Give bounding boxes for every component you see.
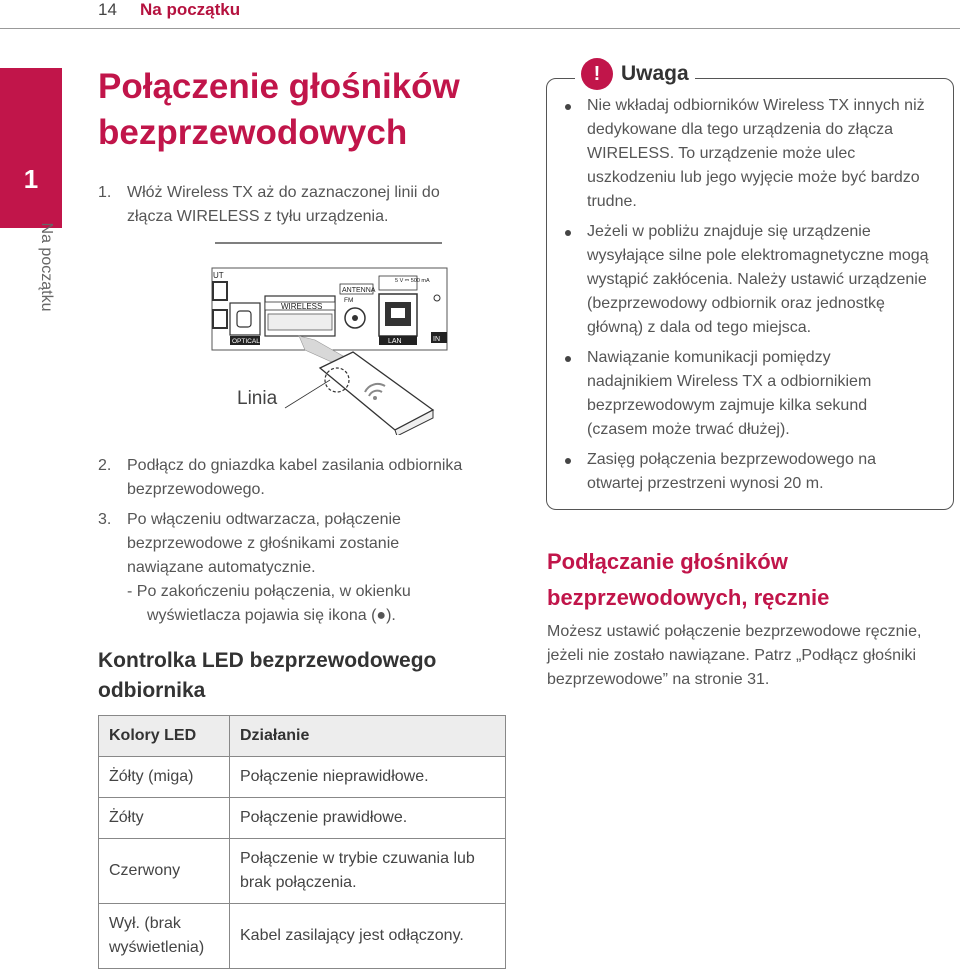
page-title: Połączenie głośników bezprzewodowych (98, 67, 460, 152)
section-title: Na początku (140, 0, 241, 19)
table-cell: Kabel zasilający jest odłączony. (230, 904, 506, 969)
table-cell: Połączenie prawidłowe. (230, 798, 506, 839)
diagram-label-out: UT (213, 271, 224, 280)
step-1-number: 1. (98, 184, 112, 201)
manual-connection-text: Możesz ustawić połączenie bezprzewodowe ręcznie, jeżeli nie zostało nawiązane. Patrz „Podłącz głośniki bezprzewodowe” na stronie 31. (547, 623, 922, 688)
table-cell: Żółty (99, 798, 230, 839)
note-item: Nawiązanie komunikacji pomiędzy nadajnikiem Wireless TX a odbiornikiem bezprzewodowym zajmuje kilka sekund (czasem może trwać dłużej). (587, 349, 872, 438)
diagram-label-antenna: ANTENNA (342, 287, 376, 294)
note-item: Nie wkładaj odbiorników Wireless TX innych niż dedykowane dla tego urządzenia do złącza WIRELESS. To urządzenie może ulec uszkodzeniu lub jego wyjęcie może być bardzo trudne. (587, 97, 925, 210)
chapter-side-label-text: Na początku (38, 222, 55, 312)
exclamation-icon: ! (581, 58, 613, 90)
manual-connection-heading: Podłączanie głośników bezprzewodowych, ręcznie (547, 549, 830, 610)
diagram-label-usb: 5 V ⎓ 500 mA (395, 278, 430, 284)
note-item: Jeżeli w pobliżu znajduje się urządzenie wysyłające silne pole elektromagnetyczne mogą wystąpić zakłócenia. Należy ustawić urządzenie (bezprzewodowy odbiornik oraz jednostkę główną) z dala od tego miejsca. (587, 223, 929, 336)
step-3-dash-note: - Po zakończeniu połączenia, w okienku wyświetlacza pojawia się ikona (●). (127, 583, 411, 624)
step-1-text: Włóż Wireless TX aż do zaznaczonej linii do złącza WIRELESS z tyłu urządzenia. (127, 184, 440, 225)
page-header (0, 0, 960, 28)
diagram-label-optical: OPTICAL IN (232, 338, 268, 345)
step-3-text: Po włączeniu odtwarzacza, połączenie bezprzewodowe z głośnikami zostanie nawiązane automatycznie. (127, 511, 401, 576)
table-cell: Czerwony (99, 839, 230, 904)
step-2-text: Podłącz do gniazdka kabel zasilania odbiornika bezprzewodowego. (127, 457, 463, 498)
table-header-row (99, 716, 506, 757)
diagram-label-in: IN (433, 336, 440, 343)
led-status-table (98, 715, 506, 969)
table-row (99, 798, 506, 839)
page-number: 14 (98, 0, 117, 19)
table-cell: Połączenie nieprawidłowe. (230, 757, 506, 798)
chapter-side-label (26, 208, 55, 328)
bullet-icon (565, 350, 575, 360)
table-cell: Żółty (miga) (99, 757, 230, 798)
note-title: Uwaga (621, 62, 689, 85)
chapter-number: 1 (23, 164, 39, 194)
table-row (99, 839, 506, 904)
step-2-number: 2. (98, 457, 112, 474)
bullet-icon (565, 452, 575, 462)
table-header-cell: Kolory LED (99, 716, 230, 757)
diagram-label-lan: LAN (388, 338, 402, 345)
note-item: Zasięg połączenia bezprzewodowego na otwartej przestrzeni wynosi 20 m. (587, 451, 877, 492)
diagram-line-label: Linia (237, 388, 278, 409)
step-3-number: 3. (98, 511, 112, 528)
led-table-heading: Kontrolka LED bezprzewodowego odbiornika (98, 649, 437, 702)
note-header (575, 58, 695, 90)
table-row (99, 904, 506, 969)
diagram-label-fm: FM (344, 297, 354, 304)
table-header-cell: Działanie (230, 716, 506, 757)
bullet-icon (565, 98, 575, 108)
chapter-tab (0, 68, 62, 228)
diagram-label-wireless: WIRELESS (281, 302, 323, 311)
header-divider (0, 28, 960, 29)
optical-port (230, 303, 260, 335)
table-row (99, 757, 506, 798)
bullet-icon (565, 224, 575, 234)
table-cell: Połączenie w trybie czuwania lub brak połączenia. (230, 839, 506, 904)
table-cell: Wył. (brak wyświetlenia) (99, 904, 230, 969)
